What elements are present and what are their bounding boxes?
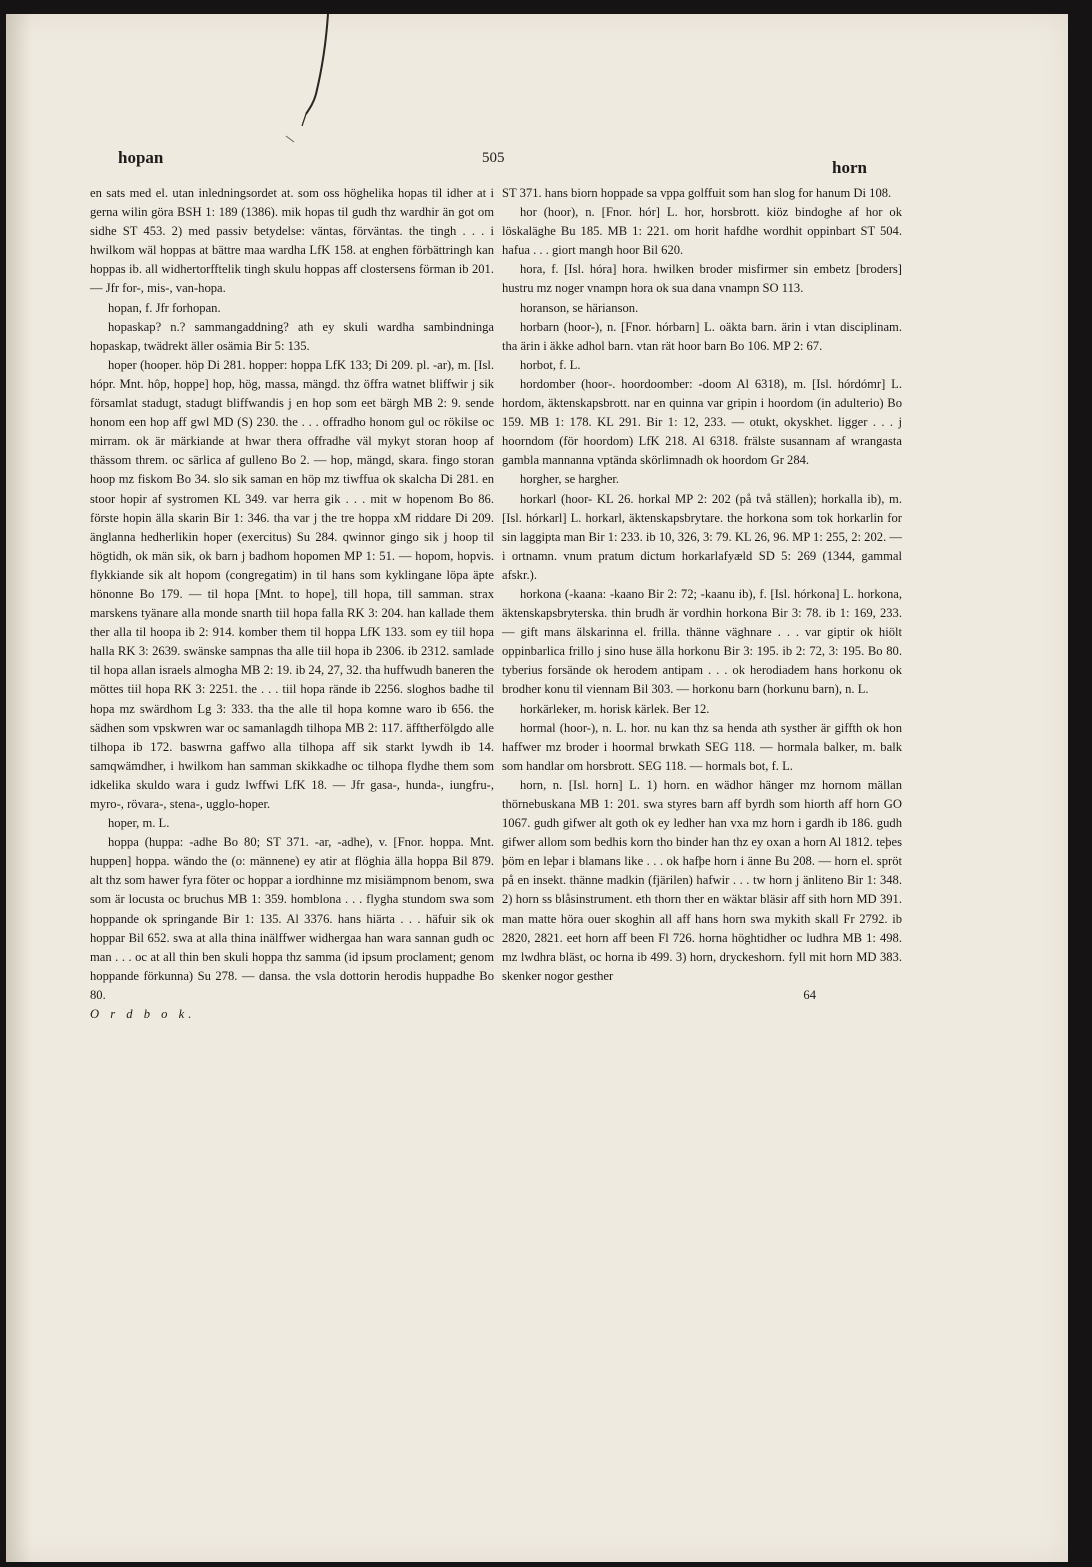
dictionary-page	[6, 14, 1068, 1562]
entry: en sats med el. utan inledningsordet at. som oss höghelika hopas til idher at i gerna wilin göra BSH 1: 189 (1386). mik hopas til gudh thz wardhir än got om sidhe ST 453. 2) med passiv betydelse: väntas, förväntas. the tingh . . . i hwilkom wäl hoppas at bättre maa wardha LfK 158. at enghen förbättringh kan hoppas ib. all widhertorfftelik tingh skulu hoppas aff clostersens förman ib 201. — Jfr for-, mis-, van-hopa.	[90, 186, 494, 296]
pencil-mark	[276, 14, 346, 154]
entry: hoper (hooper. höp Di 281. hopper: hoppa LfK 133; Di 209. pl. -ar), m. [Isl. hópr. Mnt. hôp, hoppe] hop, hög, massa, mängd. thz öffra watnet bliffwir j sik församlat stadugt, stadugt bliffwandis j en hop som eet bärgh MB 2: 9. sende honom een hop aff gwl MD (S) 230. the . . . offradho honom gul oc rökilse oc mirram. ok är märkiande at hwar thera offradhe väl mykyt storan hoop af thässom threm. oc särlica af gulleno Bo 2. — hop, mängd, skara. fingo storan hoop mz fiskom Bo 34. slo sik saman en höp mz tiwffua ok skalcha Di 281. en stoor hopir af systromen KL 349. var herra gik . . . mit w hopenom Bo 86. förste hopin älla skarin Bir 1: 346. tha var j the tre hoppa xM riddare Di 209. änglanna hedherlikin hoper (exercitus) Su 284. qwinnor gingo sik j hoop til högtidh, ok män sik, ok barn j badhom hopomen MP 1: 51. — hopom, hopvis. flykkiande sik alt hopom (congregatim) in til hans som kyklingane löpa äpte hönonne Bo 179. — til hopa [Mnt. to hope], till hopa, till samman. strax marskens tyänare alla monde snarth tiil hopa falla RK 3: 204. han kallade them ther alla til hoopa ib 2: 914. komber them til hoppa LfK 133. som ey tiil hopa halla RK 3: 2639. swänske sampnas tha alle tiil hopa ib 2306. ib 2312. samlade til hopa allan israels almogha MB 2: 19. ib 24, 27, 32. tha huffwudh baneren the möttes tiil hopa RK 3: 2251. the . . . tiil hopa rände ib 2256. sloghos badhe til hopa mz swärdhom Lg 3: 333. tha the alle til hopa komne waro ib 656. the sädhen som vpskwren war oc samanlagdh tilhopa MB 2: 117. äfftherfölgdo alle tilhopa ib 172. baswrna gaffwo alla tilhopa aff sik starkt lywdh ib 14. samqwämdher, i hwilkom han samman skikkadhe oc tilhopa flydhe them som idkelika skuldo wara i gudz lwffwi LfK 18. — Jfr gasa-, hunda-, iungfru-, myro-, rövara-, stena-, ugglo-hoper.	[90, 357, 494, 811]
right-column	[502, 184, 902, 1005]
sheet-number: 64	[803, 987, 816, 1002]
entry: hoppa (huppa: -adhe Bo 80; ST 371. -ar, -adhe), v. [Fnor. hoppa. Mnt. huppen] hoppa. wändo the (o: männene) ey atir at flöghia älla hoppa Bil 879. alt thz som hawer fyra föter oc hoppar a iordhinne mz misiämpnom benom, swa som är locusta oc bruchus MB 1: 359. homblona . . . flygha stundom swa som hoppande ok springande Bir 1: 135. Al 3376. hans hiärta . . . häfuir sik ok hoppar Bil 652. swa at alla thina inälffwer widhergaa han wara sannan gudh oc man . . . oc at all thin ben skuli hoppa thz samma (id ipsum proclament; genom hoppande förkunna) Su 278. — dansa. the vsla dottorin herodis huppadhe Bo 80.	[90, 835, 494, 1002]
page-header	[6, 144, 1068, 184]
left-column	[90, 184, 494, 1024]
entry: horkärleker, m. horisk kärlek. Ber 12.	[520, 701, 710, 716]
entry: hopaskap? n.? sammangaddning? ath ey skuli wardha sambindninga hopaskap, twädrekt äller osämia Bir 5: 135.	[90, 319, 494, 353]
entry: hora, f. [Isl. hóra] hora. hwilken broder misfirmer sin embetz [broders] hustru mz noger vnampn hora ok sua dana vnampn SO 113.	[502, 262, 902, 296]
page-number: 505	[482, 150, 505, 166]
entry: horanson, se härianson.	[520, 300, 639, 315]
entry: horgher, se hargher.	[520, 472, 620, 487]
entry: horbarn (hoor-), n. [Fnor. hórbarn] L. oäkta barn. ärin i vtan disciplinam. tha ärin i äkke adhol barn. vtan rät hoor barn Bo 106. MP 2: 67.	[502, 319, 902, 353]
entry: ST 371. hans biorn hoppade sa vppa golffuit som han slog for hanum Di 108.	[502, 186, 892, 200]
running-head-right: horn	[832, 158, 867, 177]
entry: hoper, m. L.	[108, 816, 170, 831]
entry: horkarl (hoor- KL 26. horkal MP 2: 202 (på två ställen); horkalla ib), m. [Isl. hórkarl] L. horkarl, äktenskapsbrytare. the horkona som tok horkarlin for sin laggipta man Bir 1: 233. ib 10, 326, 3: 79. KL 26, 96. MP 1: 255, 2: 202. — i ortnamn. vnum pratum dictum horkarlafyæld SD 5: 269 (1344, gammal afskr.).	[502, 491, 902, 582]
entry: hopan, f. Jfr forhopan.	[108, 300, 221, 315]
entry: horkona (-kaana: -kaano Bir 2: 72; -kaanu ib), f. [Isl. hórkona] L. horkona, äktenskapsbryterska. thin brudh är vordhin horkona Bir 3: 78. ib 1: 169, 233. — gift mans älskarinna el. frilla. thänne väghnare . . . var giptir ok hiölt oppinbarlica frillo j sino huse älla horkonu Bir 3: 195. ib 2: 72, 3: 195. Bo 80. tyberius forsände ok herodem antipam . . . ok herodiadem hans horkonu ok brodher konu til viennam Bil 303. — horkonu barn (horkunu barn), n. L.	[502, 586, 902, 697]
entry: hordomber (hoor-. hoordoomber: -doom Al 6318), m. [Isl. hórdómr] L. hordom, äktenskapsbrott. nar en quinna var gripin i hoordom (in adulterio) Bo 159. MB 1: 178. KL 291. Bir 1: 12, 233. — otukt, okyskhet. ligger . . . j hoorndom (för hoordom) LfK 218. Al 6318. frälste susannam af wrangasta gambla mannanna vptända skörlimnadh ok hoordom Gr 284.	[502, 376, 902, 468]
entry: hormal (hoor-), n. L. hor. nu kan thz sa henda ath systher är giffth ok hon haffwer mz broder i hoormal brwkath SEG 118. — hormala balker, m. balk som handlar om horsbrott. SEG 118. — hormals bot, f. L.	[502, 720, 902, 773]
entry: hor (hoor), n. [Fnor. hór] L. hor, horsbrott. kiöz bindoghe af hor ok löskaläghe Bu 185. MB 1: 221. om horit hafdhe wordhit oppinbart ST 504. hafua . . . giort mangh hoor Bil 620.	[502, 205, 902, 258]
entry: horbot, f. L.	[520, 357, 581, 372]
running-head-left: hopan	[118, 148, 164, 167]
entry: horn, n. [Isl. horn] L. 1) horn. en wädhor hänger mz hornom mällan thörnebuskana MB 1: 201. swa styres barn aff byrdh som hiorth aff horn GO 1067. gudh gifwer alt goth ok ey ledher han vxa mz horn i gardh ib 186. gudh gifwer allom som bedhis korn tho binder han thz ey oxan a horn Al 1812. teþes þöm en leþar i blamans like . . . ok hafþe horn i änne Bu 208. — horn el. spröt på en insekt. thänne madkin (fjärilen) hafwir . . . tw horn j änliteno Bir 1: 348. 2) horn ss blåsinstrument. eth thorn ther en wäktar bläsir aff sith horn MD 391. man matte höra ouer skoghin all aff hans horn swa mykith skall Fr 2792. ib 2820, 2821. eet horn aff been Fl 726. horna höghtidher oc ludhra MB 1: 498. mz lwdhra bläst, oc horna ib 499. 3) horn, dryckeshorn. fyll mit horn MD 383. skenker nogor gesther	[502, 777, 902, 983]
signature-mark: O r d b o k.	[90, 1007, 196, 1022]
